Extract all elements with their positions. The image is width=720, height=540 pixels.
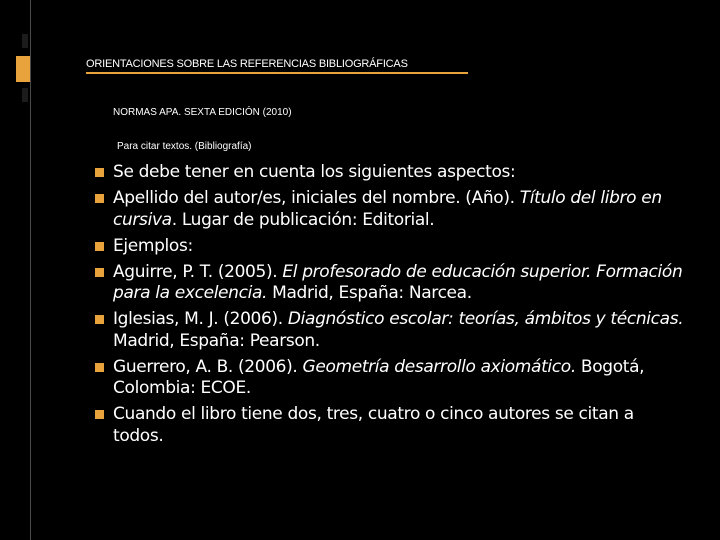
bullet-text: Bogotá, Colombia: ECOE. [113, 356, 645, 398]
side-divider [30, 0, 31, 540]
bullet-text: Apellido del autor/es, iniciales del nombre. (Año). [113, 188, 520, 208]
bullet-text: Aguirre, P. T. (2005). [113, 261, 283, 282]
bullet-text-italic: Diagnóstico escolar: teorías, ámbitos y técnicas. [287, 309, 684, 329]
bullet-item [95, 309, 685, 352]
bullet-list [95, 162, 685, 452]
slide-subnote: Para citar textos. (Bibliografía) [117, 141, 252, 152]
square-bullet-icon [95, 363, 104, 372]
bullet-item [95, 357, 685, 400]
bullet-text: Iglesias, M. J. (2006). [113, 309, 288, 329]
slide-title: ORIENTACIONES SOBRE LAS REFERENCIAS BIBLIOGRÁFICAS [86, 58, 408, 70]
bullet-text-italic: El profesorado de educación superior. Formación para la excelencia. [113, 261, 683, 303]
bullet-item [95, 262, 685, 305]
bullet-text: Cuando el libro tiene dos, tres, cuatro o cinco autores se citan a todos. [113, 404, 634, 446]
bullet-item [95, 404, 685, 447]
small-square-icon [22, 88, 28, 102]
bullet-text: Guerrero, A. B. (2006). [113, 356, 303, 377]
square-bullet-icon [95, 268, 104, 277]
square-bullet-icon [95, 410, 104, 419]
bullet-item [95, 236, 685, 258]
square-bullet-icon [95, 315, 104, 324]
bullet-text: . Lugar de publicación: Editorial. [171, 209, 435, 230]
square-bullet-icon [95, 242, 104, 251]
bullet-text: Ejemplos: [113, 235, 193, 256]
bullet-item [95, 162, 685, 184]
bullet-text: Madrid, España: Narcea. [267, 283, 472, 303]
bullet-text: Se debe tener en cuenta los siguientes aspectos: [113, 162, 516, 182]
bullet-text-italic: Título del libro en cursiva [113, 188, 662, 230]
small-square-icon [22, 34, 28, 48]
square-bullet-icon [95, 194, 104, 203]
title-underline [86, 72, 468, 74]
bullet-text-italic: Geometría desarrollo axiomático. [302, 356, 576, 377]
accent-square-icon [16, 56, 30, 82]
square-bullet-icon [95, 168, 104, 177]
bullet-text: Madrid, España: Pearson. [113, 330, 320, 351]
bullet-item [95, 188, 685, 231]
slide-subtitle: NORMAS APA. SEXTA EDICIÓN (2010) [113, 107, 292, 118]
